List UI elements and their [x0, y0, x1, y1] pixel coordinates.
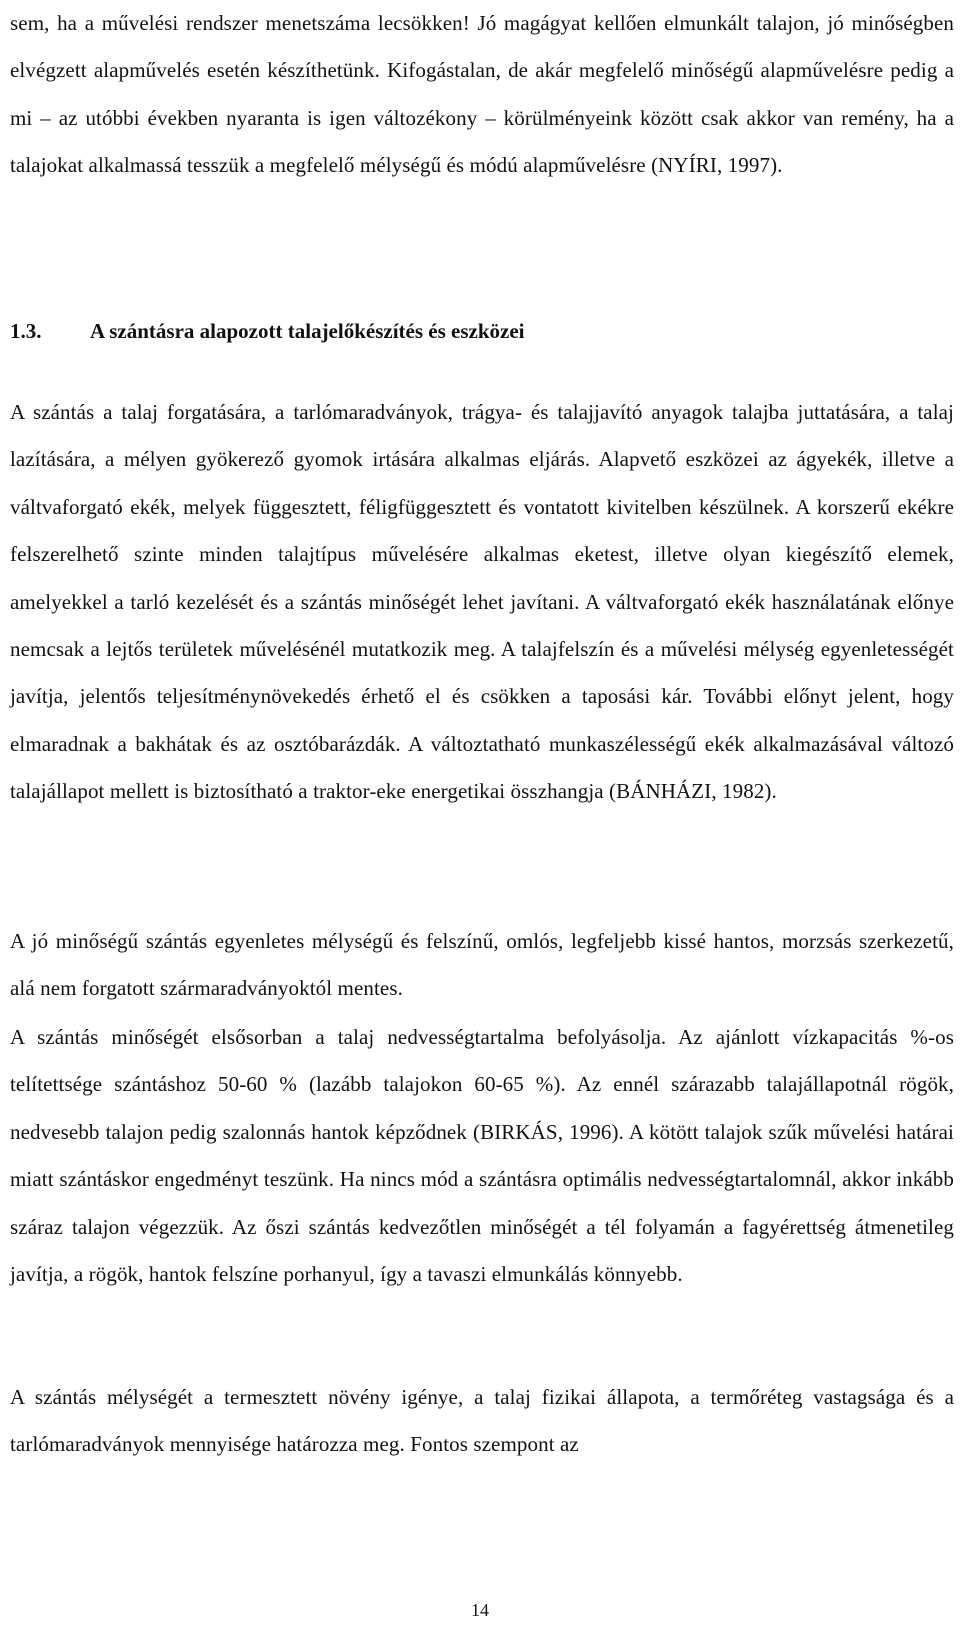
page-number: 14 — [471, 1600, 489, 1620]
section-number: 1.3. — [10, 319, 42, 343]
section-heading — [10, 316, 954, 346]
body-paragraph: A szántás minőségét elsősorban a talaj nedvességtartalma befolyásolja. Az ajánlott vízkapacitás %-os telítettsége szántáshoz 50-60 % (lazább talajokon 60-65 %). Az ennél szárazabb talajállapotnál rögök, nedvesebb talajon pedig szalonnás hantok képződnek (BIRKÁS, 1996). A kötött talajok szűk művelési határai miatt szántáskor engedményt teszünk. Ha nincs mód a szántásra optimális nedvességtartalomnál, akkor inkább száraz talajon végezzük. Az őszi szántás kedvezőtlen minőségét a tél folyamán a fagyérettség átmenetileg javítja, a rögök, hantok felszíne porhanyul, így a tavaszi elmunkálás könnyebb. — [10, 1025, 954, 1287]
section-title: A szántásra alapozott talajelőkészítés és eszközei — [90, 319, 525, 343]
body-paragraph: A szántás a talaj forgatására, a tarlómaradványok, trágya- és talajjavító anyagok talajba juttatására, a talaj lazítására, a mélyen gyökerező gyomok irtására alkalmas eljárás. Alapvető eszközei az ágyekék, illetve a váltvaforgató ekék, melyek függesztett, féligfüggesztett és vontatott kivitelben készülnek. A korszerű ekékre felszerelhető szinte minden talajtípus művelésére alkalmas eketest, illetve olyan kiegészítő elemek, amelyekkel a tarló kezelését és a szántás minőségét lehet javítani. A váltvaforgató ekék használatának előnye nemcsak a lejtős területek művelésénél mutatkozik meg. A talajfelszín és a művelési mélység egyenletességét javítja, jelentős teljesítménynövekedés érhető el és csökken a taposási kár. További előnyt jelent, hogy elmaradnak a bakhátak és az osztóbarázdák. A változtatható munkaszélességű ekék alkalmazásával változó talajállapot mellett is biztosítható a traktor-eke energetikai összhangja (BÁNHÁZI, 1982). — [10, 400, 954, 804]
body-paragraph: A szántás mélységét a termesztett növény igénye, a talaj fizikai állapota, a termőréteg vastagsága és a tarlómaradványok mennyisége határozza meg. Fontos szempont az — [10, 1385, 954, 1457]
body-paragraph: A jó minőségű szántás egyenletes mélységű és felszínű, omlós, legfeljebb kissé hantos, morzsás szerkezetű, alá nem forgatott szármaradványoktól mentes. — [10, 929, 954, 1001]
body-paragraph: sem, ha a művelési rendszer menetszáma lecsökken! Jó magágyat kellően elmunkált talajon, jó minőségben elvégzett alapművelés esetén készíthetünk. Kifogástalan, de akár megfelelő minőségű alapművelésre pedig a mi – az utóbbi években nyaranta is igen változékony – körülményeink között csak akkor van remény, ha a talajokat alkalmassá tesszük a megfelelő mélységű és módú alapművelésre (NYÍRI, 1997). — [10, 11, 954, 178]
